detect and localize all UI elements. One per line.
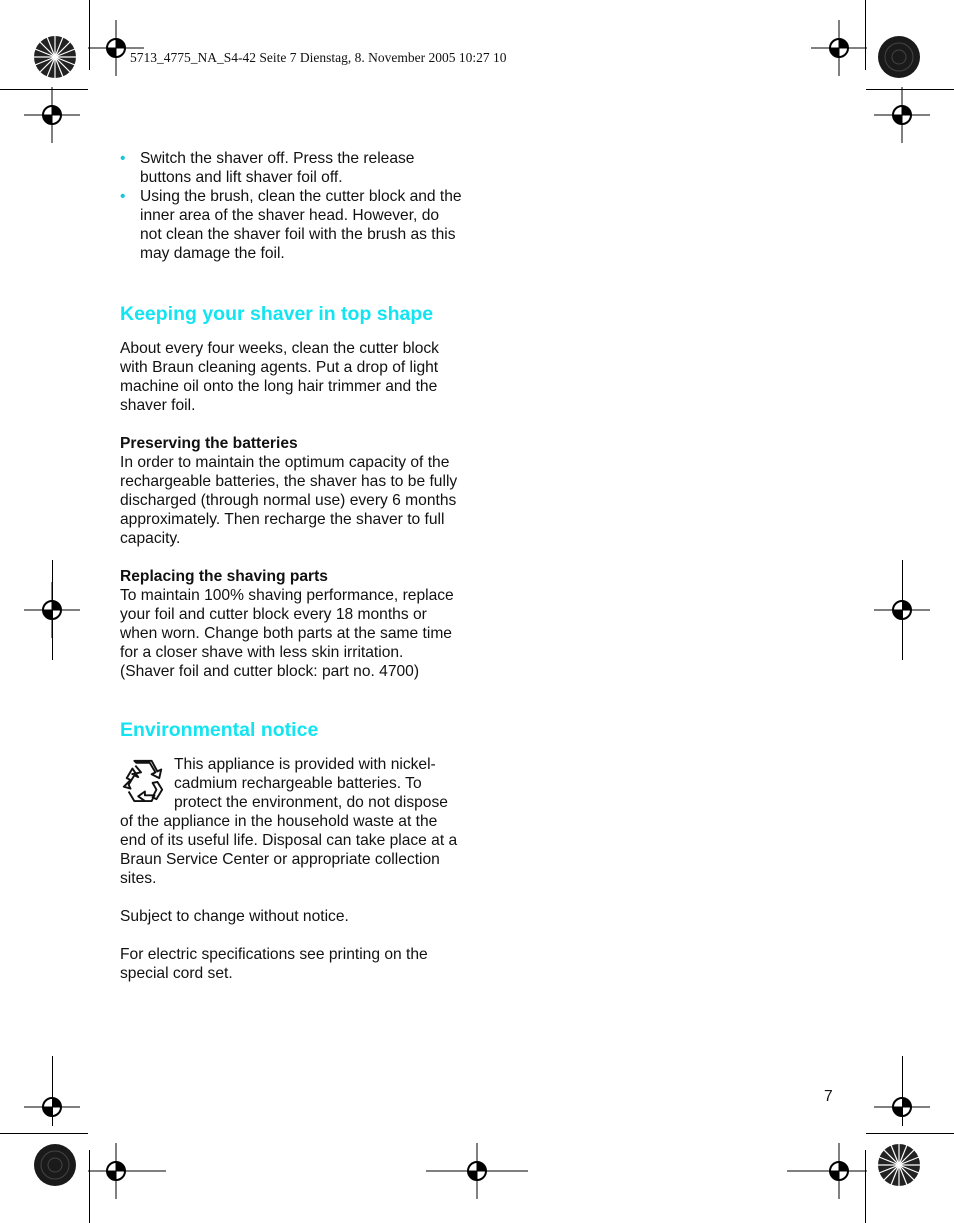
page-number: 7: [824, 1088, 833, 1105]
list-item: • Using the brush, clean the cutter block and the inner area of the shaver head. However, do not clean the shaver foil with the brush as this may damage the foil.: [120, 187, 465, 263]
parts-note: (Shaver foil and cutter block: part no. 4700): [120, 663, 420, 680]
batteries-subheading: Preserving the batteries: [120, 435, 298, 452]
crosshair-icon: [88, 1143, 168, 1199]
content-column: [120, 149, 465, 983]
crosshair-icon: [88, 20, 144, 76]
batteries-paragraph: In order to maintain the optimum capacity of the rechargeable batteries, the shaver has to be fully discharged (through normal use) every 6 months approximately. Then recharge the shaver to full capacity.: [120, 454, 458, 547]
starburst-icon: [33, 1143, 77, 1187]
crosshair-icon: [787, 1143, 867, 1199]
top-shape-intro: About every four weeks, clean the cutter block with Braun cleaning agents. Put a drop of light machine oil onto the long hair trimmer and the shaver foil.: [120, 340, 439, 414]
parts-paragraph: To maintain 100% shaving performance, replace your foil and cutter block every 18 months or when worn. Change both parts at the same time for a closer shave with less skin irritation.: [120, 587, 454, 661]
list-item: • Switch the shaver off. Press the release buttons and lift shaver foil off.: [120, 149, 465, 187]
crosshair-icon: [811, 20, 867, 76]
crosshair-icon: [426, 1143, 528, 1199]
heading-top-shape: Keeping your shaver in top shape: [120, 303, 434, 325]
starburst-icon: [877, 35, 921, 79]
crosshair-icon: [24, 87, 80, 143]
change-notice: Subject to change without notice.: [120, 908, 349, 925]
parts-subheading: Replacing the shaving parts: [120, 568, 328, 585]
cleaning-steps-list: [120, 149, 465, 263]
electric-spec-note: For electric specifications see printing on the special cord set.: [120, 946, 428, 982]
crosshair-icon: [874, 87, 930, 143]
starburst-icon: [877, 1143, 921, 1187]
print-slug: 5713_4775_NA_S4-42 Seite 7 Dienstag, 8. November 2005 10:27 10: [130, 50, 507, 65]
heading-environment: Environmental notice: [120, 719, 319, 741]
environment-notice: [120, 755, 465, 888]
starburst-icon: [33, 35, 77, 79]
notice-paragraph: This appliance is provided with nickel-cadmium rechargeable batteries. To protect the environment, do not dispose of the appliance in the household waste at the end of its useful life. Disposal can take place at a Braun Service Center or appropriate collection sites.: [120, 756, 458, 887]
recycle-icon: [120, 757, 166, 803]
